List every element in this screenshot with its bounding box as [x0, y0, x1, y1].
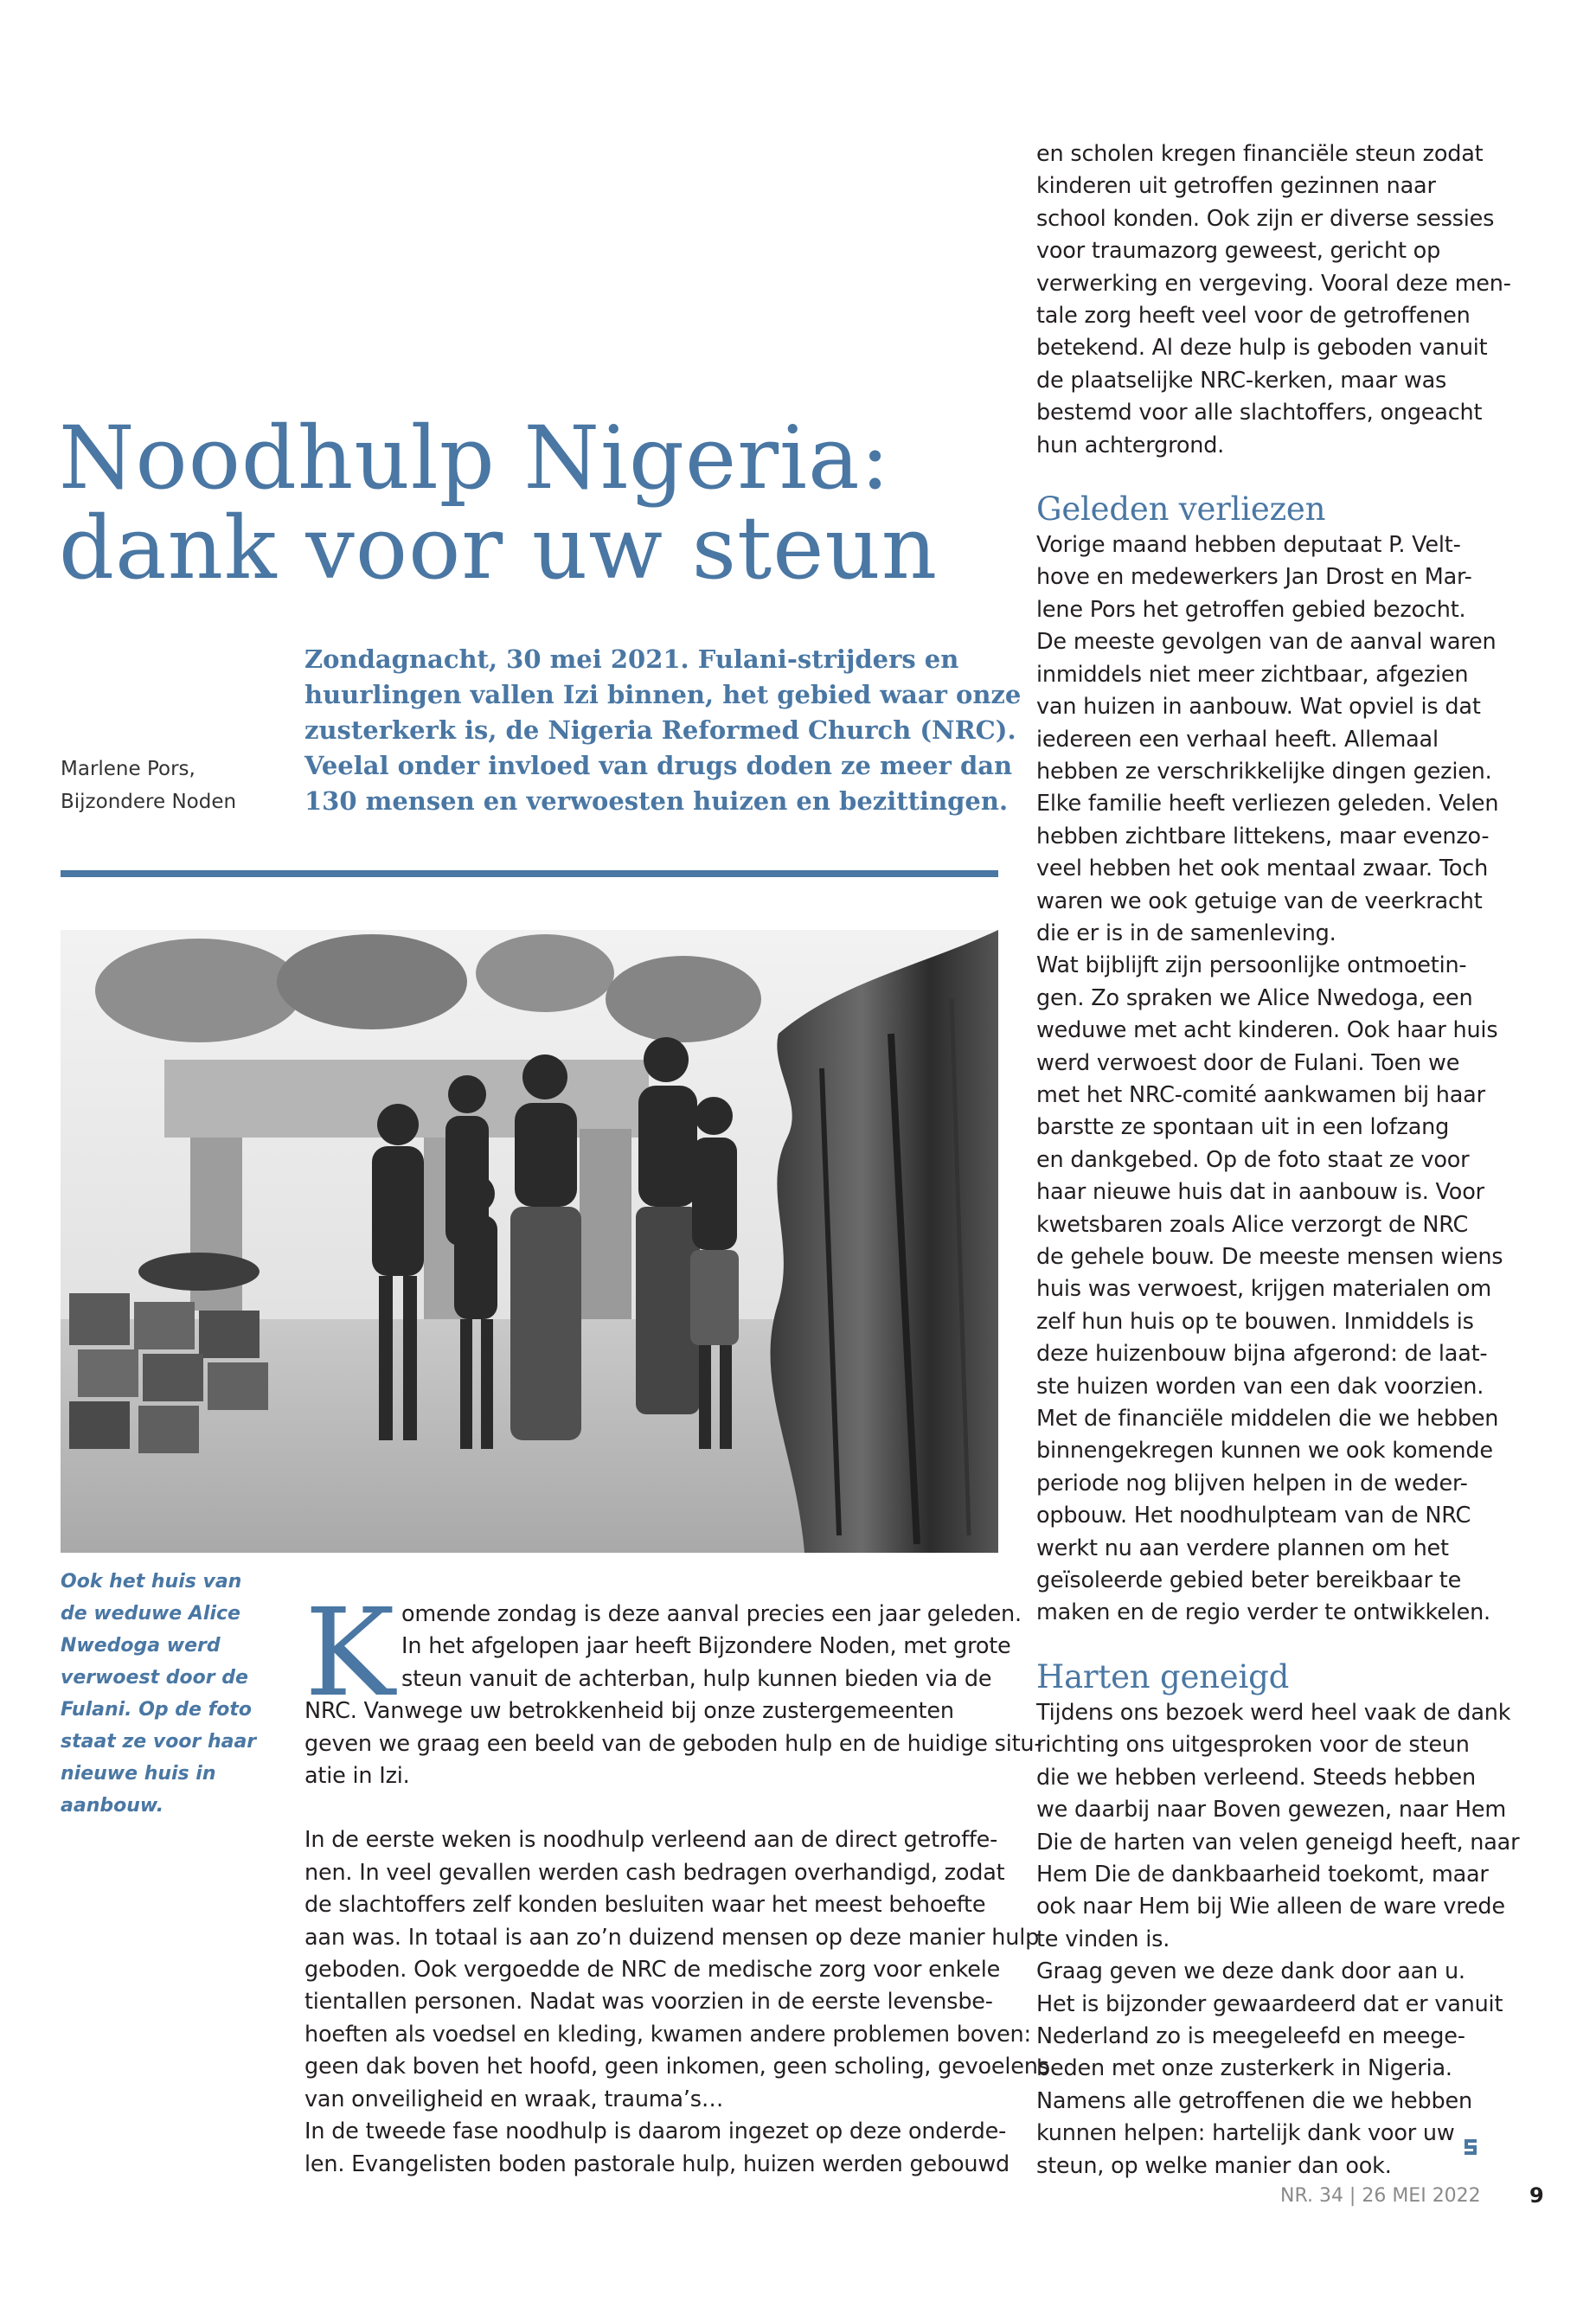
paragraph-gap [304, 1792, 997, 1824]
body-line: Nederland zo is meegeleefd en meege- [1036, 2022, 1465, 2049]
body-line: bestemd voor alle slachtoffers, ongeacht [1036, 400, 1483, 426]
caption-line: aanbouw. [61, 1795, 164, 1817]
caption-line: de weduwe Alice [61, 1603, 240, 1625]
body-line: opbouw. Het noodhulpteam van de NRC [1036, 1503, 1471, 1529]
body-line: deze huizenbouw bijna afgerond: de laat- [1036, 1341, 1488, 1368]
body-line: atie in Izi. [304, 1763, 410, 1790]
body-line: gen. Zo spraken we Alice Nwedoga, een [1036, 984, 1473, 1011]
issue-info: NR. 34 | 26 MEI 2022 [1280, 2185, 1481, 2207]
lead-line: Zondagnacht, 30 mei 2021. Fulani-strijders en [304, 644, 959, 674]
caption-line: nieuwe huis in [61, 1763, 216, 1785]
body-line: aan was. In totaal is aan zo’n duizend mensen op deze manier hulp [304, 1924, 1040, 1951]
body-line: we daarbij naar Boven gewezen, naar Hem [1036, 1797, 1506, 1823]
body-line: veel hebben het ook mentaal zwaar. Toch [1036, 856, 1489, 882]
body-line: Tijdens ons bezoek werd heel vaak de dank [1036, 1699, 1511, 1726]
body-line: en dankgebed. Op de foto staat ze voor [1036, 1146, 1470, 1173]
body-line: hebben zichtbare littekens, maar evenzo- [1036, 823, 1490, 849]
author-org: Bijzondere Noden [61, 791, 237, 813]
body-line: NRC. Vanwege uw betrokkenheid bij onze zustergemeenten [304, 1698, 954, 1725]
caption-line: Nwedoga werd [61, 1635, 221, 1657]
body-line: Wat bijblijft zijn persoonlijke ontmoetin- [1036, 952, 1467, 979]
body-line: hove en medewerkers Jan Drost en Mar- [1036, 564, 1472, 591]
body-line: geïsoleerde gebied beter bereikbaar te [1036, 1567, 1462, 1594]
lead-line: Veelal onder invloed van drugs doden ze meer dan [304, 751, 1013, 780]
body-line: haar nieuwe huis dat in aanbouw is. Voor [1036, 1179, 1484, 1206]
body-line: len. Evangelisten boden pastorale hulp, huizen werden gebouwd [304, 2150, 1010, 2177]
body-column-middle [304, 1583, 1049, 2181]
body-line: De meeste gevolgen van de aanval waren [1036, 629, 1497, 656]
body-line: binnengekregen kunnen we ook komende [1036, 1438, 1493, 1465]
body-line: nen. In veel gevallen werden cash bedragen overhandigd, zodat [304, 1859, 1005, 1886]
body-line: kunnen helpen: hartelijk dank voor uw [1036, 2120, 1455, 2147]
title-line: dank voor uw steun [59, 497, 939, 599]
body-column-right [1036, 138, 1521, 2182]
body-line: Namens alle getroffenen die we hebben [1036, 2087, 1472, 2114]
body-line: en scholen kregen financiële steun zodat [1036, 141, 1484, 167]
body-line: de gehele bouw. De meeste mensen wiens [1036, 1244, 1503, 1270]
lead-line: zusterkerk is, de Nigeria Reformed Church (NRC). [304, 715, 1016, 745]
body-line: voor traumazorg geweest, gericht op [1036, 238, 1441, 265]
caption-line: Fulani. Op de foto [61, 1699, 252, 1721]
title-line: Noodhulp Nigeria: [59, 407, 891, 509]
article-title [59, 407, 976, 599]
body-line: hebben ze verschrikkelijke dingen gezien. [1036, 758, 1492, 785]
body-line: tientallen personen. Nadat was voorzien in de eerste levensbe- [304, 1989, 993, 2016]
body-line: geven we graag een beeld van de geboden hulp en de huidige situ- [304, 1730, 1042, 1757]
body-line: richting ons uitgesproken voor de steun [1036, 1732, 1470, 1759]
body-line: iedereen een verhaal heeft. Allemaal [1036, 726, 1439, 753]
body-line: waren we ook getuige van de veerkracht [1036, 888, 1483, 914]
body-line: de slachtoffers zelf konden besluiten waar het meest behoefte [304, 1892, 986, 1919]
divider-rule [61, 870, 998, 877]
caption-line: verwoest door de [61, 1667, 248, 1689]
body-line: In de tweede fase noodhulp is daarom ingezet op deze onderde- [304, 2118, 1007, 2145]
body-line: geboden. Ook vergoedde de NRC de medische zorg voor enkele [304, 1957, 1001, 1984]
body-line: werkt nu aan verdere plannen om het [1036, 1535, 1449, 1561]
body-line: Met de financiële middelen die we hebben [1036, 1406, 1499, 1433]
body-line: Graag geven we deze dank door aan u. [1036, 1958, 1465, 1985]
body-line: hun achtergrond. [1036, 432, 1225, 458]
body-line: kwetsbaren zoals Alice verzorgt de NRC [1036, 1211, 1469, 1238]
caption-line: Ook het huis van [61, 1571, 242, 1593]
body-line: van onveiligheid en wraak, trauma’s… [304, 2086, 724, 2112]
body-line: de plaatselijke NRC-kerken, maar was [1036, 367, 1447, 394]
body-line: lene Pors het getroffen gebied bezocht. [1036, 596, 1466, 623]
body-line: inmiddels niet meer zichtbaar, afgezien [1036, 661, 1469, 688]
photo-caption [61, 1566, 260, 1822]
body-line: Vorige maand hebben deputaat P. Velt- [1036, 532, 1461, 559]
body-line: geen dak boven het hoofd, geen inkomen, geen scholing, gevoelens [304, 2054, 1049, 2080]
subheading-harten-geneigd: Harten geneigd [1036, 1657, 1290, 1695]
body-line: maken en de regio verder te ontwikkelen. [1036, 1599, 1490, 1626]
body-line: beden met onze zusterkerk in Nigeria. [1036, 2055, 1452, 2082]
body-line: tale zorg heeft veel voor de getroffenen [1036, 303, 1471, 330]
body-line: die er is in de samenleving. [1036, 920, 1336, 946]
body-line: weduwe met acht kinderen. Ook haar huis [1036, 1017, 1498, 1044]
body-line: Het is bijzonder gewaardeerd dat er vanuit [1036, 1990, 1503, 2017]
page-number: 9 [1529, 2183, 1544, 2208]
body-line: steun, op welke manier dan ook. [1036, 2152, 1392, 2179]
body-line: kinderen uit getroffen gezinnen naar [1036, 173, 1436, 200]
body-line: school konden. Ook zijn er diverse sessies [1036, 205, 1495, 232]
body-line: ste huizen worden van een dak voorzien. [1036, 1373, 1484, 1400]
drop-cap: K [304, 1583, 395, 1724]
body-line: Die de harten van velen geneigd heeft, naar [1036, 1829, 1520, 1856]
photo-illustration [61, 930, 998, 1553]
body-line: te vinden is. [1036, 1926, 1170, 1952]
subheading-geleden-verliezen: Geleden verliezen [1036, 490, 1326, 529]
author-name: Marlene Pors, [61, 758, 195, 780]
byline [61, 753, 260, 818]
body-line: steun vanuit de achterban, hulp kunnen bieden via de [401, 1665, 992, 1692]
body-line: Elke familie heeft verliezen geleden. Velen [1036, 791, 1499, 817]
body-line: barstte ze spontaan uit in een lofzang [1036, 1114, 1450, 1141]
body-line: Hem Die de dankbaarheid toekomt, maar [1036, 1861, 1489, 1888]
body-line: die we hebben verleend. Steeds hebben [1036, 1764, 1476, 1791]
body-line: omende zondag is deze aanval precies een jaar geleden. [401, 1601, 1022, 1627]
end-mark-icon [1462, 2137, 1479, 2157]
lead-paragraph [304, 642, 1022, 819]
body-line: met het NRC-comité aankwamen bij haar [1036, 1081, 1485, 1108]
body-line: van huizen in aanbouw. Wat opviel is dat [1036, 694, 1481, 721]
lead-line: huurlingen vallen Izi binnen, het gebied waar onze [304, 680, 1022, 709]
caption-line: staat ze voor haar [61, 1731, 257, 1753]
body-line: betekend. Al deze hulp is geboden vanuit [1036, 335, 1488, 362]
body-line: In de eerste weken is noodhulp verleend aan de direct getroffe- [304, 1827, 998, 1854]
lead-line: 130 mensen en verwoesten huizen en bezittingen. [304, 786, 1009, 816]
body-line: werd verwoest door de Fulani. Toen we [1036, 1049, 1460, 1076]
body-line: periode nog blijven helpen in de weder- [1036, 1470, 1468, 1497]
body-line: ook naar Hem bij Wie alleen de ware vrede [1036, 1894, 1505, 1920]
body-line: hoeften als voedsel en kleding, kwamen andere problemen boven: [304, 2021, 1031, 2048]
body-line: In het afgelopen jaar heeft Bijzondere Noden, met grote [401, 1633, 1011, 1660]
body-line: verwerking en vergeving. Vooral deze men- [1036, 270, 1511, 297]
article-photo [61, 930, 998, 1553]
body-line: zelf hun huis op te bouwen. Inmiddels is [1036, 1308, 1474, 1335]
body-line: huis was verwoest, krijgen materialen om [1036, 1276, 1491, 1303]
